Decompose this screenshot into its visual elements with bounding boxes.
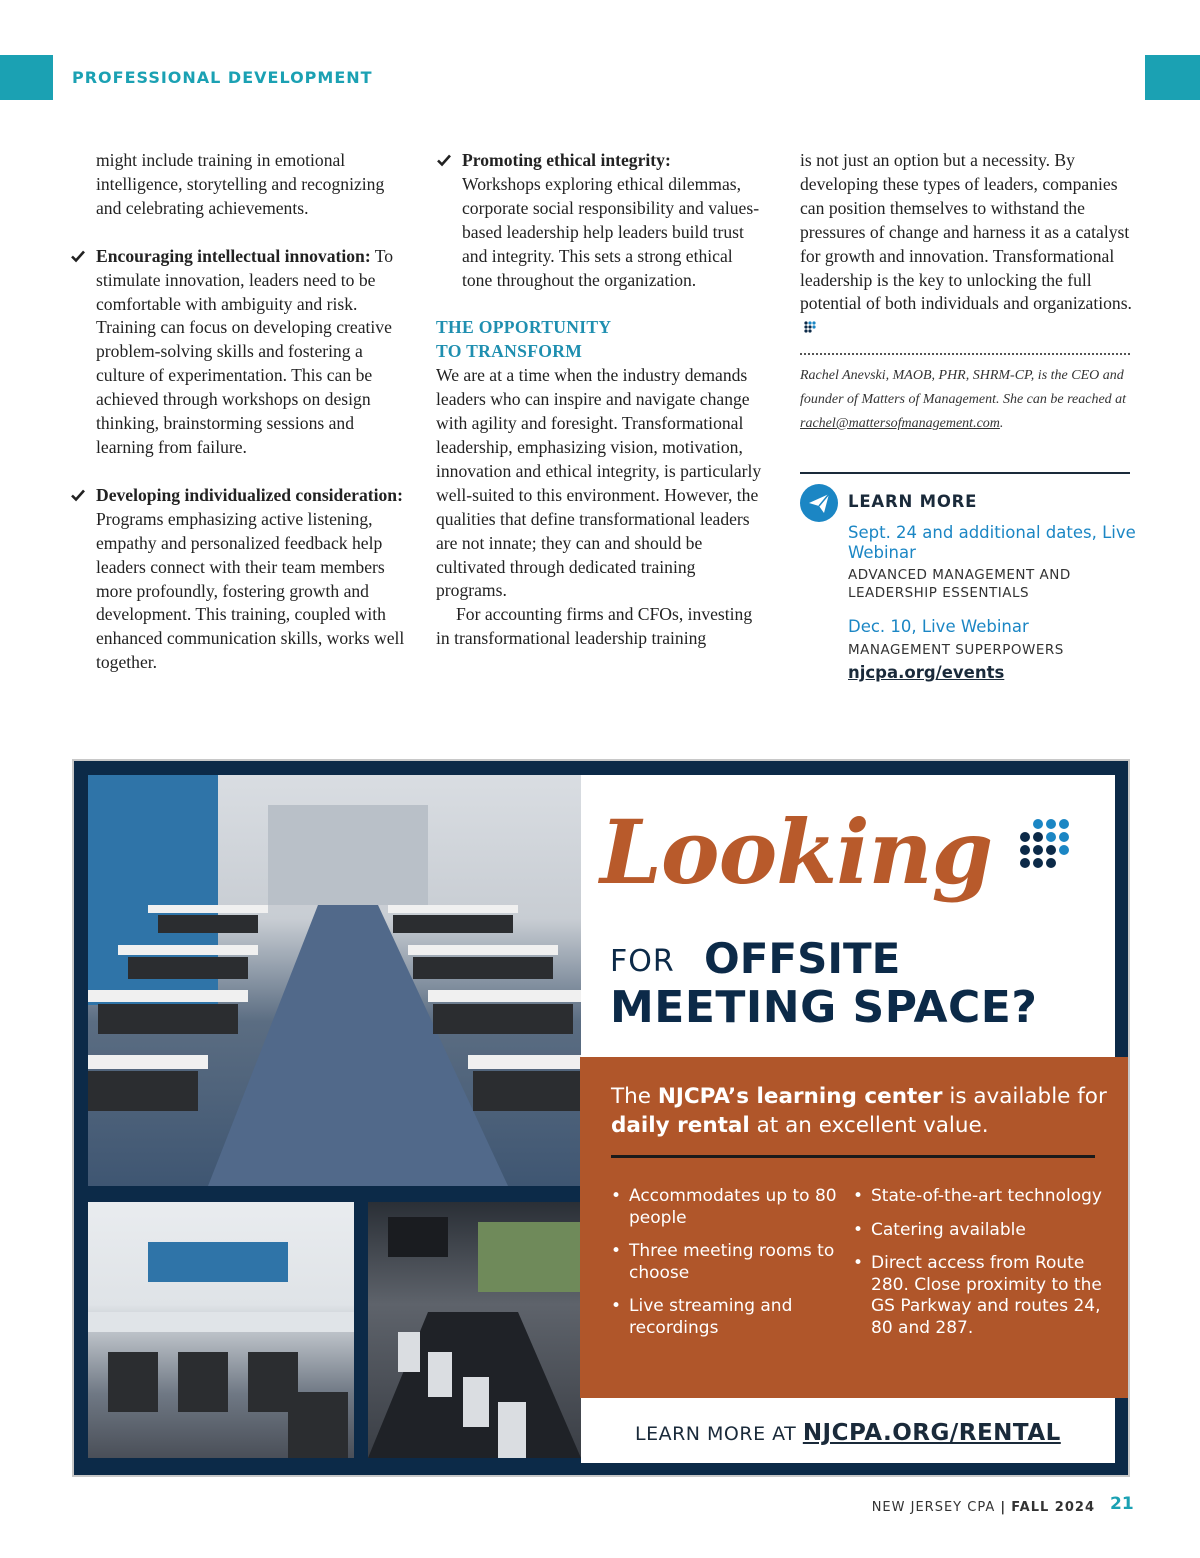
header-tab-left <box>0 55 53 100</box>
col2-para-1: We are at a time when the industry demands leaders who can inspire and navigate change with agility and foresight. Transformational leadership, emphasizing vision, motivation, innovation and ethical integrity, is particularly well-suited to this environment. However, the qualities that define transformational leaders are not innate; they can and should be cultivated through dedicated training programs. <box>436 365 762 601</box>
event-2-title: Dec. 10, Live Webinar <box>848 617 1029 636</box>
issue-name: FALL 2024 <box>1011 1500 1095 1515</box>
author-email-link[interactable]: rachel@mattersofmanagement.com <box>800 416 1000 431</box>
col1-intro: might include training in emotional intelligence, storytelling and recognizing and celebrating achievements. <box>96 150 385 218</box>
col3-para-text: is not just an option but a necessity. By developing these types of leaders, companies can position themselves to withstand the pressures of change and harness it as a catalyst for growth and innovation. Transformational leadership is the key to unlocking the full potential of both individuals and organizations. <box>800 150 1132 314</box>
bullet-individualized-consideration <box>96 484 406 675</box>
checkmark-icon <box>436 152 452 168</box>
ad-for: FOR <box>610 944 675 979</box>
learn-more-divider <box>800 472 1130 474</box>
learn-more-title: LEARN MORE <box>848 492 978 511</box>
events-link[interactable]: njcpa.org/events <box>848 663 1005 682</box>
event-2-subtitle: MANAGEMENT SUPERPOWERS <box>848 642 1064 658</box>
magazine-name: NEW JERSEY CPA <box>871 1500 996 1515</box>
article-column-1 <box>96 149 406 699</box>
list-item: • Three meeting rooms to choose <box>611 1241 841 1284</box>
ad-intro-bold: NJCPA’s learning center <box>657 1084 943 1109</box>
list-item: • Direct access from Route 280. Close proximity to the GS Parkway and routes 24, 80 and 287. <box>853 1253 1113 1339</box>
list-item: • State-of-the-art technology <box>853 1186 1113 1208</box>
footer-separator: | <box>1000 1500 1007 1515</box>
page-number: 21 <box>1110 1494 1134 1514</box>
author-bio <box>800 364 1132 436</box>
subhead-opportunity <box>436 316 766 364</box>
ad-intro <box>611 1082 1111 1140</box>
bullet-title: Promoting ethical integrity: <box>462 150 671 170</box>
list-item: • Accommodates up to 80 people <box>611 1186 841 1229</box>
page-footer <box>872 1500 1095 1515</box>
paper-plane-icon <box>800 484 838 522</box>
ad-features-left <box>611 1186 841 1351</box>
ad-intro-bold: daily rental <box>611 1113 750 1138</box>
bullet-title: Encouraging intellectual innovation: <box>96 245 371 266</box>
ad-offsite: OFFSITE <box>704 934 901 983</box>
checkmark-icon <box>70 248 86 264</box>
ad-cta-prefix: LEARN MORE AT <box>635 1423 803 1445</box>
event-1-title: Sept. 24 and additional dates, Live Webinar <box>848 523 1136 562</box>
col2-para-2: For accounting firms and CFOs, investing in transformational leadership training <box>436 604 753 649</box>
bullet-intellectual-innovation <box>96 245 406 460</box>
bio-text: Rachel Anevski, MAOB, PHR, SHRM-CP, is the CEO and founder of Matters of Management. She can be reached at <box>800 368 1127 407</box>
header-tab-right <box>1145 55 1200 100</box>
col3-para <box>800 149 1132 340</box>
list-item: • Catering available <box>853 1220 1113 1242</box>
end-mark-icon <box>803 320 817 334</box>
bullet-body: Programs emphasizing active listening, empathy and personalized feedback help leaders connect with their team members more profoundly, fostering growth and development. This training, coupled with enhanced communication skills, works well together. <box>96 508 405 673</box>
ad-cta <box>635 1420 1061 1446</box>
article-column-3 <box>800 149 1132 340</box>
article-column-2 <box>436 149 766 651</box>
bullet-body: Workshops exploring ethical dilemmas, corporate social responsibility and values-based leadership help leaders build trust and integrity. This sets a strong ethical tone throughout the organization. <box>462 173 760 290</box>
learning-center-photo <box>88 1202 354 1458</box>
ad-script-title: Looking <box>600 800 993 904</box>
ad-meeting-space: MEETING SPACE? <box>610 982 1038 1033</box>
boardroom-photo <box>368 1202 581 1458</box>
ad-rule <box>611 1155 1095 1158</box>
subhead-line-1: THE OPPORTUNITY <box>436 317 612 338</box>
njcpa-logo-icon <box>1018 818 1070 870</box>
section-label: PROFESSIONAL DEVELOPMENT <box>72 68 373 87</box>
bullet-ethical-integrity <box>436 149 766 292</box>
bullet-body: To stimulate innovation, leaders need to be comfortable with ambiguity and risk. Training can focus on developing creative problem-solving skills and fostering a culture of experimentation. This can be achieved through workshops on design thinking, brainstorming sessions and learning from failure. <box>96 245 394 457</box>
bio-end: . <box>999 416 1004 431</box>
ad-intro-part: is available for <box>942 1084 1107 1109</box>
rental-link[interactable]: NJCPA.ORG/RENTAL <box>802 1420 1061 1446</box>
classroom-photo <box>88 775 581 1186</box>
ad-features-right <box>853 1186 1113 1351</box>
checkmark-icon <box>70 487 86 503</box>
dotted-divider <box>800 353 1130 355</box>
event-1-subtitle: ADVANCED MANAGEMENT AND LEADERSHIP ESSENTIALS <box>848 567 1071 601</box>
ad-intro-part: at an excellent value. <box>749 1113 989 1138</box>
list-item: • Live streaming and recordings <box>611 1296 841 1339</box>
subhead-line-2: TO TRANSFORM <box>436 341 583 362</box>
ad-intro-part: The <box>611 1084 658 1109</box>
bullet-title: Developing individualized consideration: <box>96 484 403 505</box>
